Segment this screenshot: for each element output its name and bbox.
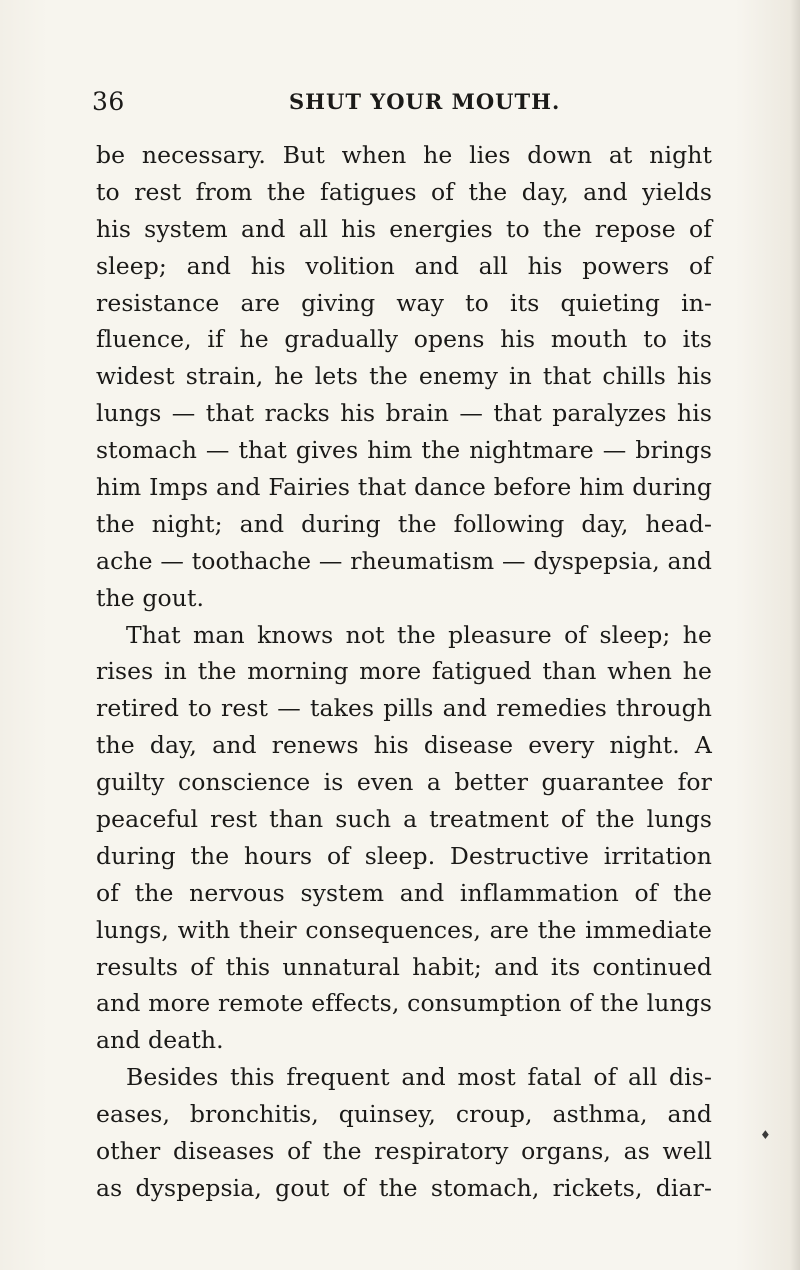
text-line: rises in the morning more fatigued than when he (96, 657, 712, 686)
text-line: Besides this frequent and most fatal of all dis- (126, 1063, 712, 1092)
page-number: 36 (92, 87, 125, 116)
text-line: to rest from the fatigues of the day, and yields (96, 177, 712, 206)
text-line: and death. (96, 1026, 224, 1055)
text-line: eases, bronchitis, quinsey, croup, asthma, and (96, 1100, 712, 1129)
text-line: lungs — that racks his brain — that paralyzes his (96, 399, 712, 428)
text-line: the gout. (96, 583, 205, 612)
text-line: guilty conscience is even a better guarantee for (96, 768, 712, 797)
text-line: stomach — that gives him the nightmare — brings (96, 436, 712, 465)
text-line: peaceful rest than such a treatment of the lungs (96, 805, 712, 834)
text-line: retired to rest — takes pills and remedies through (96, 694, 712, 723)
text-line: sleep; and his volition and all his powers of (96, 251, 712, 280)
text-line: fluence, if he gradually opens his mouth to its (96, 325, 712, 354)
text-line: other diseases of the respiratory organs, as well (96, 1137, 712, 1166)
text-line: his system and all his energies to the repose of (96, 214, 712, 243)
body-text (96, 137, 712, 1207)
text-line: That man knows not the pleasure of sleep; he (126, 620, 712, 649)
margin-mark-icon: ♦ (760, 1128, 771, 1142)
text-line: be necessary. But when he lies down at night (96, 141, 712, 169)
text-line: widest strain, he lets the enemy in that chills his (96, 362, 712, 391)
text-line: resistance are giving way to its quieting in- (96, 288, 712, 317)
text-line: him Imps and Fairies that dance before him during (96, 473, 712, 502)
text-line: during the hours of sleep. Destructive irritation (96, 841, 712, 870)
text-line: of the nervous system and inflammation of the (96, 878, 712, 907)
page-edge-shadow (790, 0, 800, 1270)
text-line: ache — toothache — rheumatism — dyspepsia, and (96, 546, 712, 575)
text-line: results of this unnatural habit; and its continued (96, 952, 712, 981)
text-line: the day, and renews his disease every night. A (96, 731, 712, 760)
running-title: SHUT YOUR MOUTH. (289, 89, 561, 114)
running-head (92, 86, 712, 118)
text-line: and more remote effects, consumption of the lungs (96, 989, 712, 1018)
text-line: as dyspepsia, gout of the stomach, rickets, diar- (96, 1173, 712, 1202)
text-line: lungs, with their consequences, are the immediate (96, 915, 712, 944)
text-line: the night; and during the following day, head- (96, 509, 712, 538)
